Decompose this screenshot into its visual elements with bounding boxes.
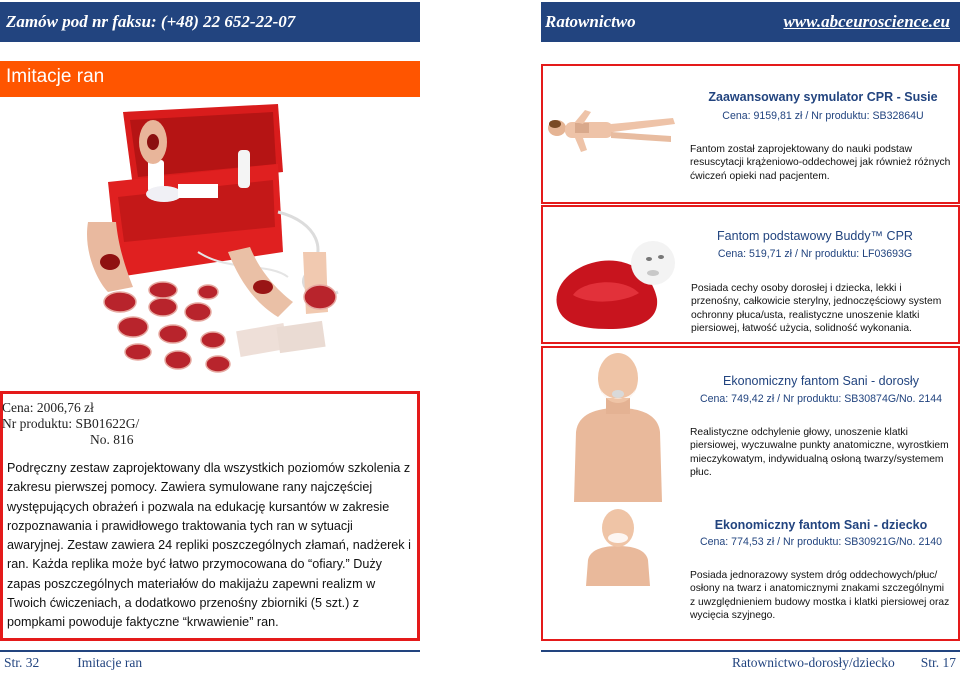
footer-left [0,650,420,674]
sani-child-title: Ekonomiczny fantom Sani - dziecko [714,518,928,532]
wound-kit-price-line1: Cena: 2006,76 zł [2,400,94,415]
wound-kit-price [2,400,139,448]
susie-manikin-image [545,108,685,156]
sani-adult-title: Ekonomiczny fantom Sani - dorosły [723,374,919,388]
susie-title: Zaawansowany symulator CPR - Susie [708,90,938,104]
header-fax-bar [0,2,420,42]
sani-child-description: Posiada jednorazowy system dróg oddechowych/płuc/ osłony na twarz i anatomicznymi znakami szczególnymi z uwzględnieniem budowy mostka i klatki piersiowej oraz wycięcia szyjnego. [690,570,950,622]
buddy-manikin-image [553,235,681,333]
header-category-bar [541,2,960,42]
sani-child-manikin-image [582,508,654,586]
wound-kit-price-line2: Nr produktu: SB01622G/ [2,416,140,431]
fax-order-text: Zamów pod nr faksu: (+48) 22 652-22-07 [6,12,296,31]
website-link[interactable]: www.abceuroscience.eu [783,12,950,31]
wound-kit-price-line3: No. 816 [90,432,134,447]
sani-child-price: Cena: 774,53 zł / Nr produktu: SB30921G/No. 2140 [699,536,943,548]
sani-adult-manikin-image [566,352,670,502]
buddy-price: Cena: 519,71 zł / Nr produktu: LF03693G [717,248,913,260]
section-title: Imitacje ran [0,61,420,97]
footer-left-section: Imitacje ran [77,655,143,670]
footer-right-section: Ratownictwo-dorosły/dziecko [732,655,895,670]
footer-right [541,650,960,674]
category-text: Ratownictwo [545,12,636,31]
wound-kit-image [78,102,410,392]
footer-right-page-number: Str. 17 [920,655,956,670]
footer-left-page-number: Str. 32 [4,655,40,670]
susie-price: Cena: 9159,81 zł / Nr produktu: SB32864U [722,110,924,122]
susie-description: Fantom został zaprojektowany do nauki podstaw resuscytacji krążeniowo-oddechowej jak również różnych ćwiczeń opieki nad pacjentem. [690,144,951,182]
buddy-title: Fantom podstawowy Buddy™ CPR [717,229,913,243]
buddy-description: Posiada cechy osoby dorosłej i dziecka, lekki i przenośny, całkowicie sterylny, jednoczęściowy system ochronny płuca/usta, realistyczne unoszenie klatki piersiowej, łatwość użycia, solidność wykonania. [691,283,942,335]
wound-kit-description: Podręczny zestaw zaprojektowany dla wszystkich poziomów szkolenia z zakresu pierwszej pomocy. Zawiera symulowane rany najczęściej występujących obrażeń i pozwala na edukację kursantów w zakresie rozpoznawania i prawidłowego traktowania tych ran w sytuacji awaryjnej. Zestaw zawiera 24 repliki poszczególnych złamań, nadżerek i ran. Każda replika może być łatwo przymocowana do “ofiary.” Duży zapas poszczególnych materiałów do makijażu zapewni realizm w Twoich ćwiczeniach, a dodatkowo przenośny zbiorniki (5 szt.) z pompkami powoduje faktyczne “krwawienie” ran. [7,461,411,630]
sani-adult-description: Realistyczne odchylenie głowy, unoszenie klatki piersiowej, wyczuwalne punkty anatomiczne, wyrostkiem mieczykowatym, indywidualną osłoną twarzy/systemem płuc. [690,427,949,479]
sani-adult-price: Cena: 749,42 zł / Nr produktu: SB30874G/No. 2144 [699,393,943,405]
